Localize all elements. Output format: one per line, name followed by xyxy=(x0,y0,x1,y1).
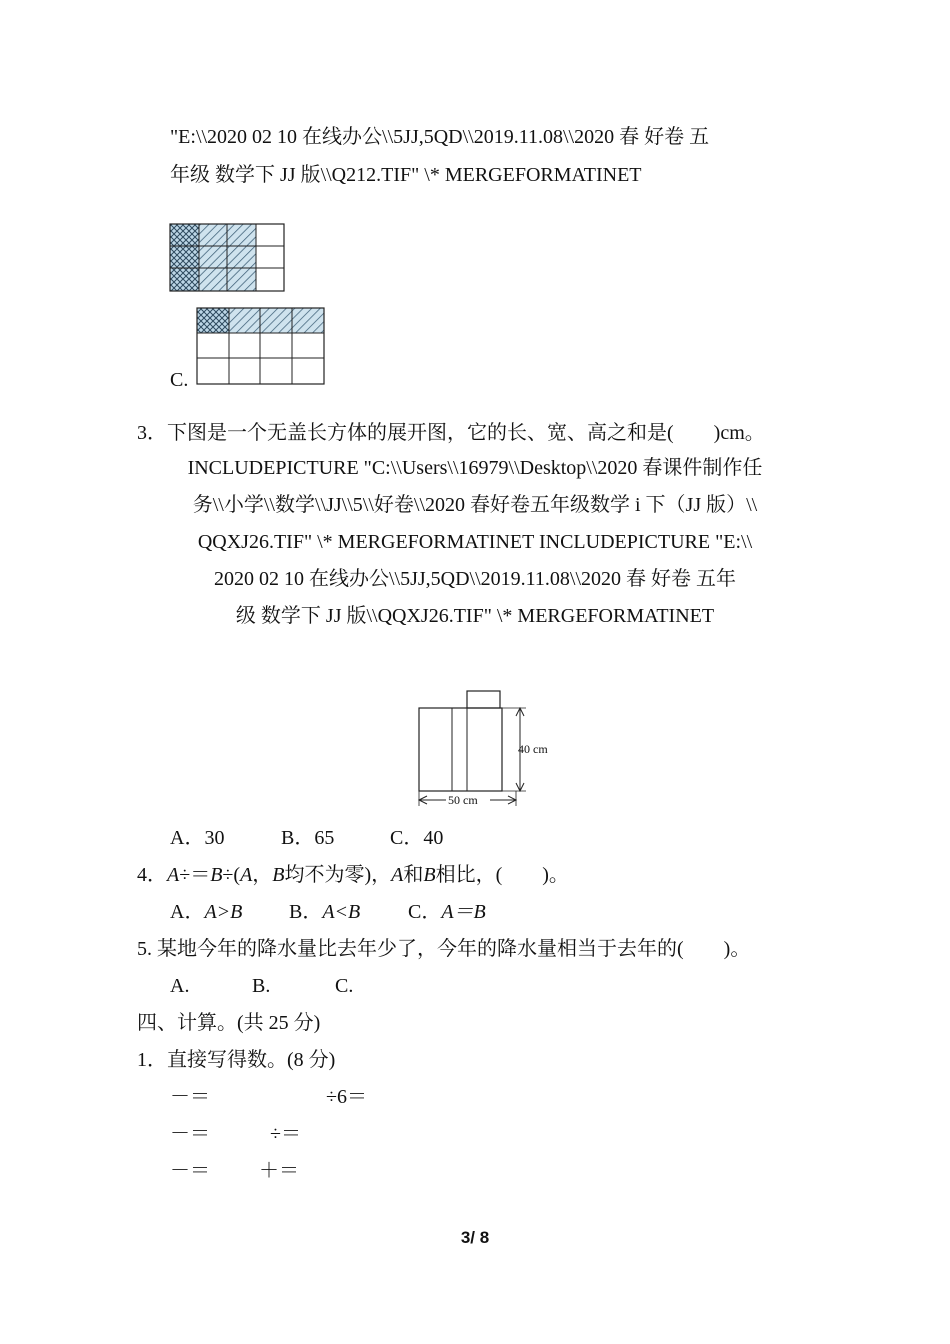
q3-option-c: C．40 xyxy=(390,827,444,849)
q5-option-c: C. xyxy=(335,975,354,997)
q4-var: A xyxy=(391,864,404,886)
q3-option-a: A．30 xyxy=(170,827,225,849)
q4-text: ÷＝ xyxy=(179,864,211,886)
q3-include-line-5: 级 数学下 JJ 版\\QQXJ26.TIF" \* MERGEFORMATINET xyxy=(235,605,715,627)
calc-expr: －＝ xyxy=(170,1086,210,1108)
q3-option-b: B．65 xyxy=(281,827,335,849)
q4-text: 相比，( )。 xyxy=(435,864,569,886)
q4-var: B xyxy=(423,864,436,886)
height-dimension-label: 40 cm xyxy=(518,742,548,756)
q4-text: 均不为零)， xyxy=(284,864,392,886)
q4-text: ÷( xyxy=(222,864,241,886)
calc-expr: －＝ xyxy=(170,1160,210,1182)
q4-text: ， xyxy=(252,864,273,886)
q4-text: 和 xyxy=(403,864,424,886)
q4-option-c xyxy=(408,897,486,927)
q3-stem: 3．下图是一个无盖长方体的展开图，它的长、宽、高之和是( )cm。 xyxy=(137,422,765,444)
section-4-title: 四、计算。(共 25 分) xyxy=(137,1012,321,1034)
q5-stem: 5. 某地今年的降水量比去年少了，今年的降水量相当于去年的( )。 xyxy=(137,938,751,960)
q5-option-a: A. xyxy=(170,975,190,997)
section-4-q1: 1．直接写得数。(8 分) xyxy=(137,1049,336,1071)
include-path-line-2: 年级 数学下 JJ 版\\Q212.TIF" \* MERGEFORMATINET xyxy=(170,164,642,186)
calc-expr: ÷＝ xyxy=(270,1123,301,1145)
q4-option-a-expr: A>B xyxy=(204,901,243,923)
q4-var: A xyxy=(240,864,253,886)
option-c-label: C. xyxy=(170,369,189,391)
include-path-line-1: "E:\\2020 02 10 在线办公\\5JJ,5QD\\2019.11.08\\2020 春 好卷 五 xyxy=(170,126,710,148)
q4-option-b-label: B． xyxy=(289,901,323,923)
calc-expr: ÷6＝ xyxy=(326,1086,367,1108)
q4-stem xyxy=(137,860,569,890)
width-dimension-label: 50 cm xyxy=(448,793,478,807)
q4-option-b-expr: A<B xyxy=(322,901,361,923)
q4-var: A xyxy=(167,864,180,886)
q3-include-line-1: INCLUDEPICTURE "C:\\Users\\16979\\Desktop\\2020 春课件制作任 xyxy=(187,457,763,479)
q4-num: 4． xyxy=(137,864,167,886)
q4-option-a-label: A． xyxy=(170,901,205,923)
q5-option-b: B. xyxy=(252,975,271,997)
q4-option-a xyxy=(170,897,242,927)
q3-include-line-2: 务\\小学\\数学\\JJ\\5\\好卷\\2020 春好卷五年级数学 i 下（JJ 版）\\ xyxy=(192,494,758,516)
q3-include-line-3: QQXJ26.TIF" \* MERGEFORMATINET INCLUDEPICTURE "E:\\ xyxy=(197,531,753,553)
calc-expr: －＝ xyxy=(170,1123,210,1145)
q4-option-c-expr: A＝B xyxy=(441,901,486,923)
q4-var: B xyxy=(272,864,285,886)
q4-option-b xyxy=(289,897,360,927)
page-number: 3/ 8 xyxy=(460,1228,490,1247)
q4-option-c-label: C． xyxy=(408,901,442,923)
calc-expr: ＋＝ xyxy=(259,1160,299,1182)
q4-var: B xyxy=(210,864,223,886)
q3-include-line-4: 2020 02 10 在线办公\\5JJ,5QD\\2019.11.08\\2020 春 好卷 五年 xyxy=(213,568,737,590)
